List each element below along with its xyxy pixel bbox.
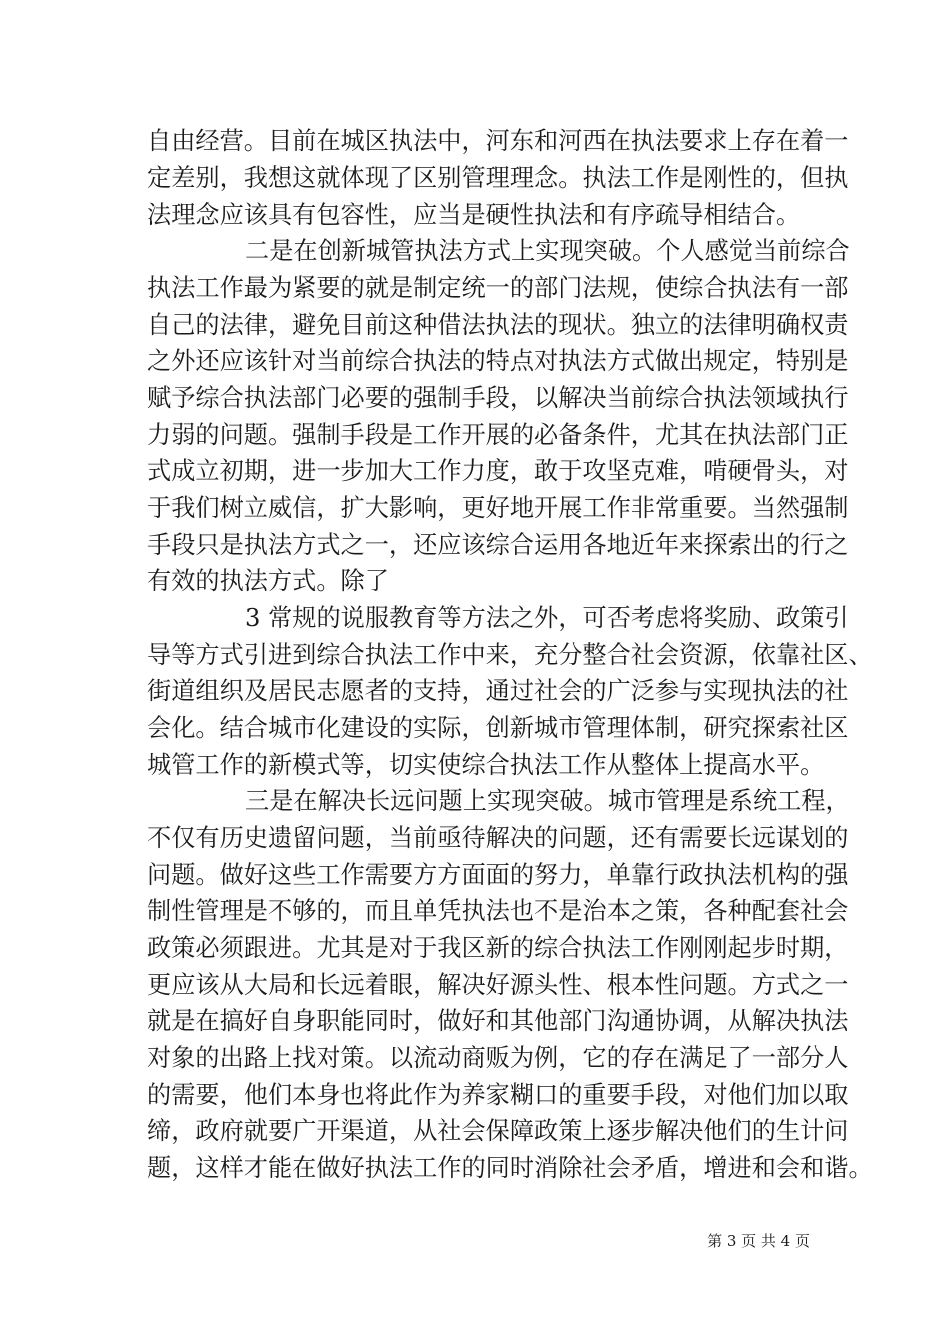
paragraph-2-line-6: 力弱的问题。强制手段是工作开展的必备条件，尤其在执法部门正: [147, 421, 849, 449]
paragraph-4-line-5: 政策必须跟进。尤其是对于我区新的综合执法工作刚刚起步时期，: [147, 934, 849, 962]
paragraph-3-line-2: 导等方式引进到综合执法工作中来，充分整合社会资源，依靠社区、: [147, 641, 873, 669]
paragraph-4-line-3: 问题。做好这些工作需要方方面面的努力，单靠行政执法机构的强: [147, 861, 849, 889]
paragraph-1-line-3: 法理念应该具有包容性，应当是硬性执法和有序疏导相结合。: [147, 201, 801, 229]
paragraph-2-line-2: 执法工作最为紧要的就是制定统一的部门法规，使综合执法有一部: [147, 274, 849, 302]
paragraph-4-line-7: 就是在搞好自身职能同时，做好和其他部门沟通协调，从解决执法: [147, 1007, 849, 1035]
paragraph-2-line-5: 赋予综合执法部门必要的强制手段，以解决当前综合执法领域执行: [147, 384, 849, 412]
paragraph-4-line-8: 对象的出路上找对策。以流动商贩为例，它的存在满足了一部分人: [147, 1044, 849, 1072]
paragraph-4-line-2: 不仅有历史遗留问题，当前亟待解决的问题，还有需要长远谋划的: [147, 824, 849, 852]
paragraph-4-line-11: 题，这样才能在做好执法工作的同时消除社会矛盾，增进和会和谐。: [147, 1154, 873, 1182]
page-number-footer: 第 3 页 共 4 页: [707, 1232, 810, 1250]
paragraph-2-line-4: 之外还应该针对当前综合执法的特点对执法方式做出规定，特别是: [147, 347, 849, 375]
paragraph-4-line-1: 三是在解决长远问题上实现突破。城市管理是系统工程，: [245, 787, 850, 815]
paragraph-2-line-8: 于我们树立威信，扩大影响，更好地开展工作非常重要。当然强制: [147, 494, 849, 522]
paragraph-3-line-4: 会化。结合城市化建设的实际，创新城市管理体制，研究探索社区: [147, 714, 849, 742]
paragraph-4-line-6: 更应该从大局和长远着眼，解决好源头性、根本性问题。方式之一: [147, 971, 849, 999]
paragraph-4-line-9: 的需要，他们本身也将此作为养家糊口的重要手段，对他们加以取: [147, 1081, 849, 1109]
paragraph-4-line-10: 缔，政府就要广开渠道，从社会保障政策上逐步解决他们的生计问: [147, 1117, 849, 1145]
paragraph-2-line-3: 自己的法律，避免目前这种借法执法的现状。独立的法律明确权责: [147, 311, 849, 339]
paragraph-2-line-7: 式成立初期，进一步加大工作力度，敢于攻坚克难，啃硬骨头，对: [147, 457, 849, 485]
paragraph-3-line-1: 3 常规的说服教育等方法之外，可否考虑将奖励、政策引: [245, 604, 849, 632]
paragraph-1-line-2: 定差别，我想这就体现了区别管理理念。执法工作是刚性的，但执: [147, 164, 849, 192]
paragraph-3-line-3: 街道组织及居民志愿者的支持，通过社会的广泛参与实现执法的社: [147, 677, 849, 705]
paragraph-4-line-4: 制性管理是不够的，而且单凭执法也不是治本之策，各种配套社会: [147, 897, 849, 925]
paragraph-2-line-9: 手段只是执法方式之一，还应该综合运用各地近年来探索出的行之: [147, 531, 849, 559]
paragraph-2-line-10: 有效的执法方式。除了: [147, 567, 389, 595]
paragraph-2-line-1: 二是在创新城管执法方式上实现突破。个人感觉当前综合: [245, 237, 850, 265]
paragraph-3-line-5: 城管工作的新模式等，切实使综合执法工作从整体上提高水平。: [147, 751, 825, 779]
paragraph-1-line-1: 自由经营。目前在城区执法中，河东和河西在执法要求上存在着一: [147, 127, 849, 155]
